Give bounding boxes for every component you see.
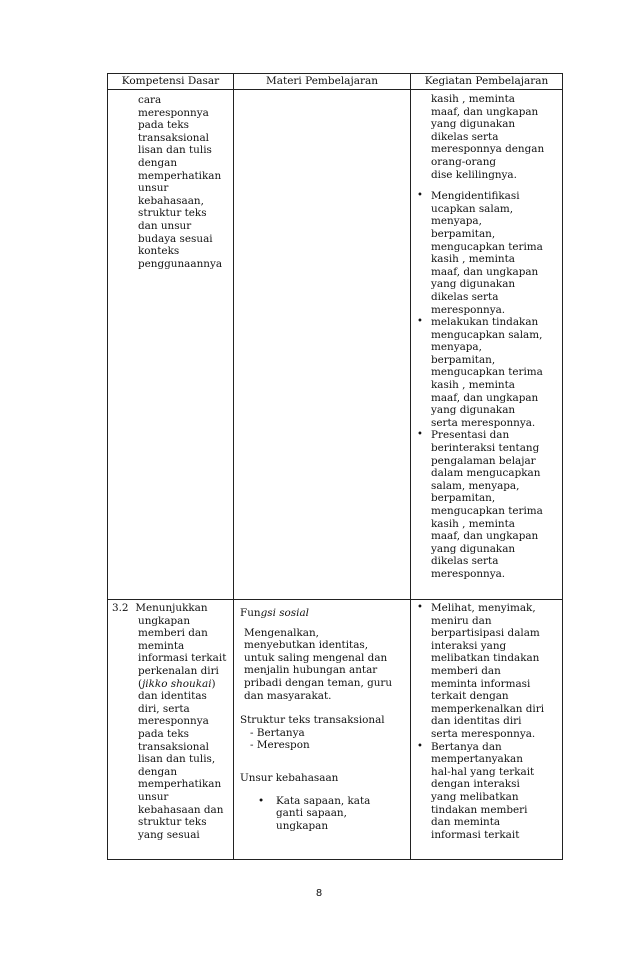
header-kompetensi-dasar: Kompetensi Dasar [108,74,234,90]
text-line: kasih , meminta [431,93,515,105]
table-header-row [108,74,563,90]
text-line: pada teks [138,727,189,740]
activity-bullet [411,190,562,316]
bullet-line: berpamitan, [431,353,496,366]
text-line: dan identitas [138,690,207,703]
kata-sapaan-item [240,795,404,833]
text-line: dan masyarakat. [244,689,332,702]
kd-continuation-text [108,90,233,270]
bullet-line: yang digunakan [431,278,516,291]
bullet-line: menyapa, [431,341,482,354]
bullet-line: pengalaman belajar [431,454,536,467]
struktur-teks-title: Struktur teks transaksional [240,714,385,727]
bullet-line: salam, menyapa, [431,479,520,492]
text-line: unsur [138,182,169,195]
bullet-line: memberi dan [431,664,501,677]
text-line: menyebutkan identitas, [244,639,369,652]
fungsi-sosial-paragraph [240,627,404,703]
text-line: dikelas serta [431,130,499,143]
bullet-line: mengucapkan terima [431,240,543,253]
text-line: yang digunakan [431,118,516,131]
bullet-line: • Mengidentifikasi [431,190,520,203]
bullet-line: terkait dengan [431,690,509,703]
kg-cell [411,90,563,600]
text-line: maaf, dan ungkapan [431,105,539,118]
bullet-line: kasih , meminta [431,379,515,392]
kd-3-2-text [108,600,233,845]
bullet-line: yang digunakan [431,542,516,555]
bullet-line: • Bertanya dan [431,740,502,753]
text-line: memperhatikan [138,778,222,791]
text-line: kebahasaan, [138,194,204,207]
bullet-line: berpamitan, [431,492,496,505]
text-line: Mengenalkan, [244,626,319,639]
text-line: dengan [138,156,178,169]
bullet-line: yang digunakan [431,404,516,417]
bullet-line: mengucapkan terima [431,505,543,517]
text-line: lisan dan tulis [138,144,212,157]
bullet-line: meresponnya. [431,303,506,316]
table-row [108,600,563,860]
text-line: lisan dan tulis, [138,753,216,766]
text-line: dengan [138,765,178,778]
bullet-line: berpamitan, [431,227,496,240]
text-line: budaya sesuai [138,232,213,245]
table-row [108,90,563,600]
bullet-line: melibatkan tindakan [431,652,540,665]
kg-bullet-list [411,190,562,580]
text-line: perkenalan diri [138,664,219,677]
bullet-line: serta meresponnya. [431,727,536,740]
text-line: meminta [138,639,185,652]
bullet-line: tindakan memberi [431,803,528,816]
kg-cell [411,600,563,860]
struktur-item: - Bertanya [250,726,305,739]
bullet-line: informasi terkait [431,828,520,841]
kg-activities [411,600,562,841]
kd-number: 3.2 [112,602,129,614]
text-line: cara [138,94,162,106]
kd-body-lines [112,615,231,678]
bullet-line: • melakukan tindakan [431,316,539,329]
kd-body-lines-2 [112,690,231,841]
bullet-line: menyapa, [431,215,482,228]
mp-cell [234,600,411,860]
activity-bullet [411,316,562,429]
text-line: struktur teks [138,816,207,829]
bullet-line: mempertanyakan [431,753,523,766]
bullet-line: meminta informasi [431,677,531,690]
activity-bullet [415,741,558,842]
bullet-line: maaf, dan ungkapan [431,530,539,543]
bullet-line: dengan interaksi [431,778,520,791]
bullet-line: hal-hal yang terkait [431,765,535,778]
mp-cell [234,90,411,600]
bullet-line: berpartisipasi dalam [431,627,540,640]
bullet-line: dikelas serta [431,290,499,303]
text-line: unsur [138,790,169,803]
text-line: memberi dan [138,627,208,640]
fungsi-sosial-title: Fungsi sosial [240,607,309,619]
kd-italic-term: jikko shoukai [142,677,212,690]
bullet-line: kasih , meminta [431,517,515,530]
bullet-line: yang melibatkan [431,790,519,803]
text-line: • Kata sapaan, kata [276,794,371,807]
page-number: 8 [315,888,323,899]
bullet-line: dalam mengucapkan [431,467,541,480]
bullet-line: mengucapkan terima [431,366,543,379]
text-line: dan unsur [138,219,192,232]
bullet-line: interaksi yang [431,639,507,652]
text-line: informasi terkait [138,652,227,665]
bullet-line: • Presentasi dan [431,429,510,442]
bullet-line: ucapkan salam, [431,202,514,215]
activity-bullet [415,602,558,741]
text-line: diri, serta [138,702,190,715]
kg-continuation-text [411,90,562,181]
bullet-line: maaf, dan ungkapan [431,265,539,278]
text-line: kebahasaan dan [138,803,224,816]
text-line: ungkapan [138,614,191,627]
text-line: struktur teks [138,207,207,220]
materi-text [234,600,410,832]
text-line: dise kelilingnya. [431,168,517,181]
bullet-line: • Melihat, menyimak, [431,602,536,614]
bullet-line: meniru dan [431,614,492,627]
text-line: memperhatikan [138,169,222,182]
curriculum-table [107,73,563,860]
kd-cell [108,90,234,600]
kd-cell [108,600,234,860]
text-line: meresponnya dengan [431,143,545,156]
text-line: ungkapan [276,819,329,832]
bullet-line: berinteraksi tentang [431,442,540,455]
header-materi-pembelajaran: Materi Pembelajaran [234,74,411,90]
text-line: transaksional [138,131,209,144]
text-line: menjalin hubungan antar [244,664,378,677]
bullet-line: kasih , meminta [431,253,515,266]
struktur-list [240,727,404,752]
header-kegiatan-pembelajaran: Kegiatan Pembelajaran [411,74,563,90]
bullet-line: dan identitas diri [431,715,522,728]
text-line: konteks [138,245,180,258]
text-line: meresponnya [138,715,209,728]
bullet-line: memperkenalkan diri [431,702,545,715]
kd-first-word: Menunjukkan [135,602,208,614]
bullet-line: serta meresponnya. [431,416,536,429]
bullet-line: meresponnya. [431,567,506,580]
text-line: transaksional [138,740,209,753]
struktur-item: - Merespon [250,739,310,752]
kd-italic-line: (jikko shoukai) [138,677,216,690]
text-line: pribadi dengan teman, guru [244,676,393,689]
bullet-line: maaf, dan ungkapan [431,391,539,404]
text-line: orang-orang [431,155,497,168]
activity-bullet [411,429,562,580]
text-line: penggunaannya [138,257,223,270]
bullet-line: mengucapkan salam, [431,328,543,341]
text-line: pada teks [138,119,189,132]
text-line: untuk saling mengenal dan [244,651,388,664]
unsur-kebahasaan-title: Unsur kebahasaan [240,771,339,784]
text-line: ganti sapaan, [276,807,347,820]
text-line: meresponnya [138,106,209,119]
bullet-line: dikelas serta [431,555,499,568]
text-line: yang sesuai [138,828,200,841]
kg-bullet-list [415,602,558,841]
bullet-line: dan meminta [431,816,501,829]
